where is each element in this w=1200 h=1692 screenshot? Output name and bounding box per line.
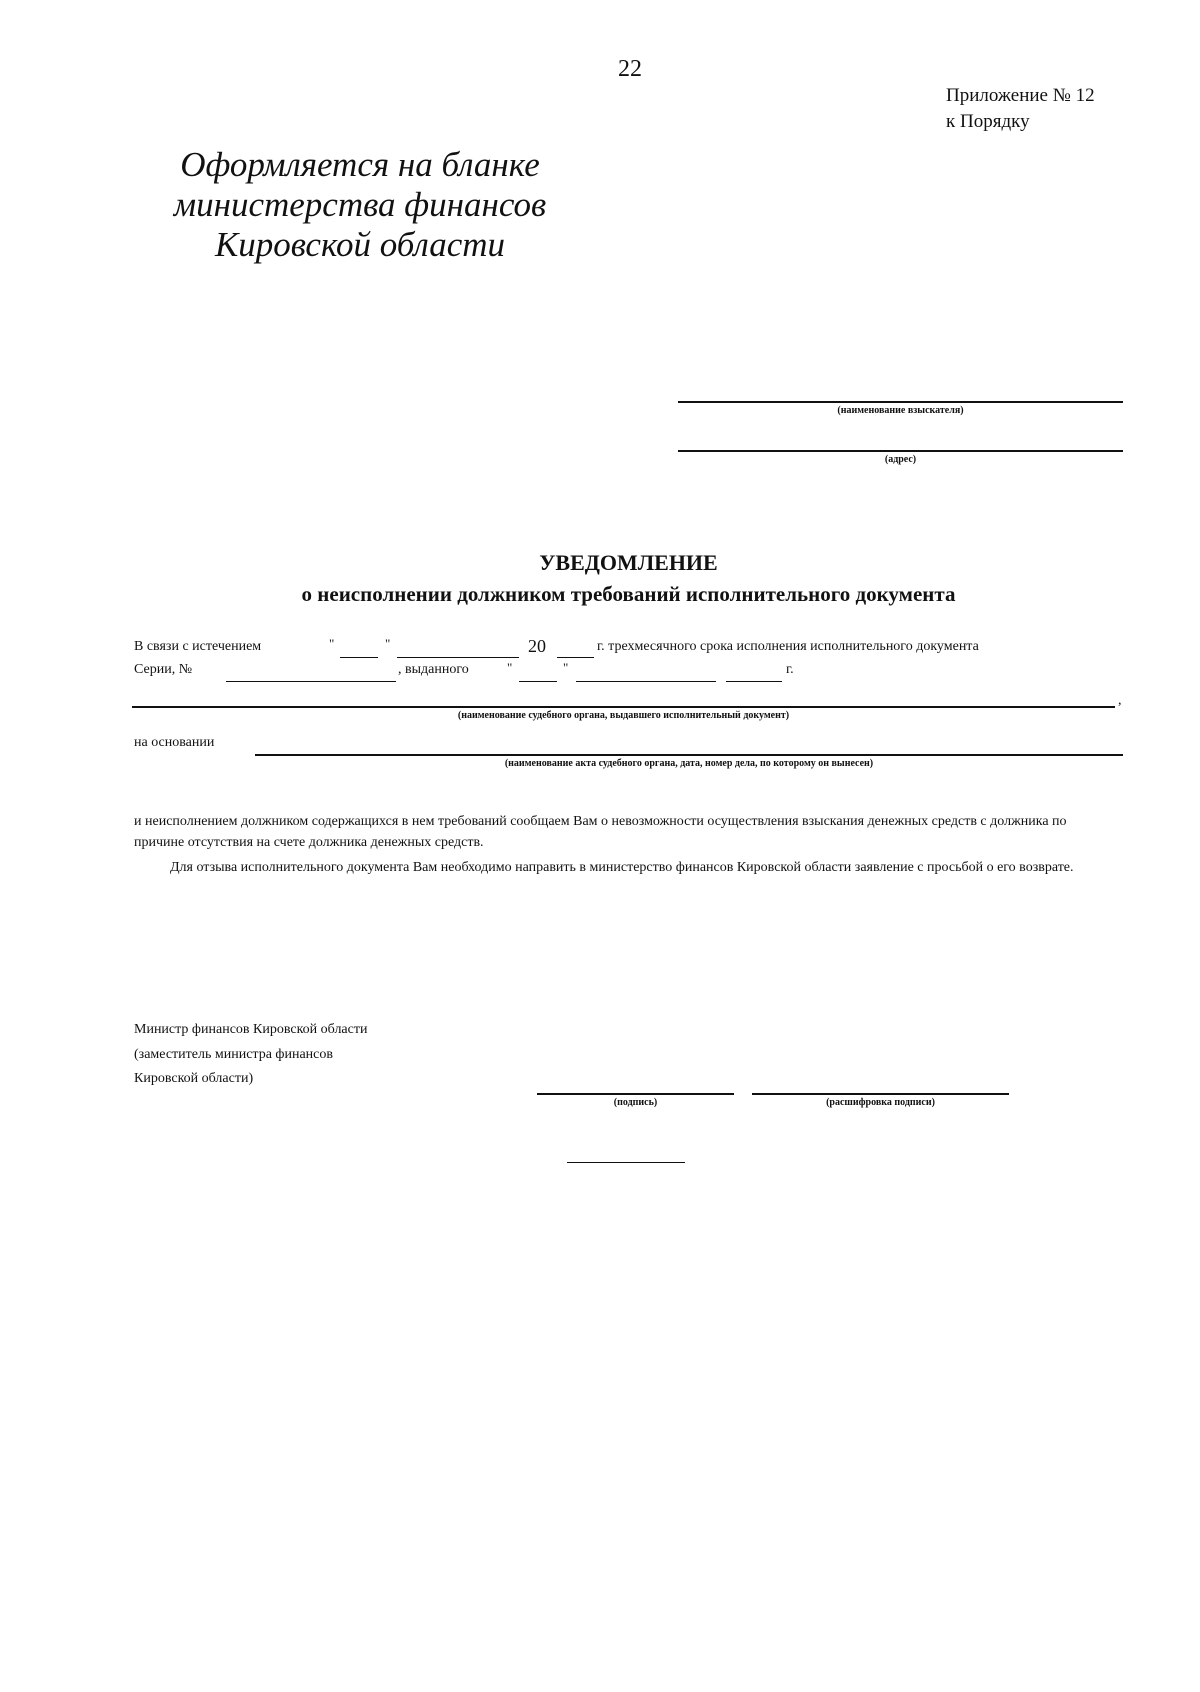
blank-note [150,145,570,265]
body-paragraph: Для отзыва исполнительного документа Вам необходимо направить в министерство финансов Кировской области заявление с просьбой о его возврате. [170,860,1074,875]
signature-caption: (подпись) [613,1097,658,1108]
signature-decode-line[interactable] [752,1093,1009,1095]
issued-month-field[interactable] [576,681,716,682]
blank-note-line: Кировской области [214,225,506,264]
court-act-line[interactable] [255,754,1123,756]
series-label: Серии, № [134,662,193,677]
signatory-region: Кировской области) [134,1071,254,1086]
quote-mark: " [329,636,335,651]
page-number: 22 [618,56,642,82]
term-text: г. трехмесячного срока исполнения исполнительного документа [597,639,979,654]
signatory-deputy: (заместитель министра финансов [134,1047,333,1062]
signature-line[interactable] [537,1093,734,1095]
blank-note-line: министерства финансов [173,185,547,224]
recipient-name-line[interactable] [678,401,1123,403]
appendix-number: Приложение № 12 [946,85,1095,106]
signature-decode-caption: (расшифровка подписи) [826,1097,935,1108]
appendix-order: к Порядку [946,111,1030,132]
issued-label: , выданного [398,662,469,677]
end-separator [567,1162,685,1163]
document-title: УВЕДОМЛЕНИЕ [539,550,718,575]
month-field[interactable] [397,657,519,658]
basis-label: на основании [134,735,215,750]
quote-mark: " [507,660,513,675]
issued-year-field[interactable] [726,681,782,682]
year-prefix: 20 [528,636,546,656]
day-field[interactable] [340,657,378,658]
court-act-caption: (наименование акта судебного органа, дата, номер дела, по которому он вынесен) [504,758,874,769]
recipient-address-line[interactable] [678,450,1123,452]
quote-mark: " [385,636,391,651]
series-number-field[interactable] [226,681,396,682]
blank-note-line: Оформляется на бланке [180,145,540,184]
document-subtitle: о неисполнении должником требований исполнительного документа [301,582,956,606]
year-field[interactable] [557,657,594,658]
court-name-caption: (наименование судебного органа, выдавшего исполнительный документ) [457,710,790,721]
signatory-title: Министр финансов Кировской области [134,1022,368,1037]
body-paragraph: и неисполнением должником содержащихся в нем требований сообщаем Вам о невозможности осуществления взыскания денежных средств с должника по причине отсутствия на счете должника денежных средств. [134,814,1067,850]
g-label: г. [786,662,794,677]
issued-day-field[interactable] [519,681,557,682]
recipient-address-caption: (адрес) [884,454,917,465]
intro-label: В связи с истечением [134,639,262,654]
quote-mark: " [563,660,569,675]
court-name-line[interactable] [132,706,1115,708]
recipient-name-caption: (наименование взыскателя) [837,405,964,416]
court-line-comma: , [1118,693,1122,708]
